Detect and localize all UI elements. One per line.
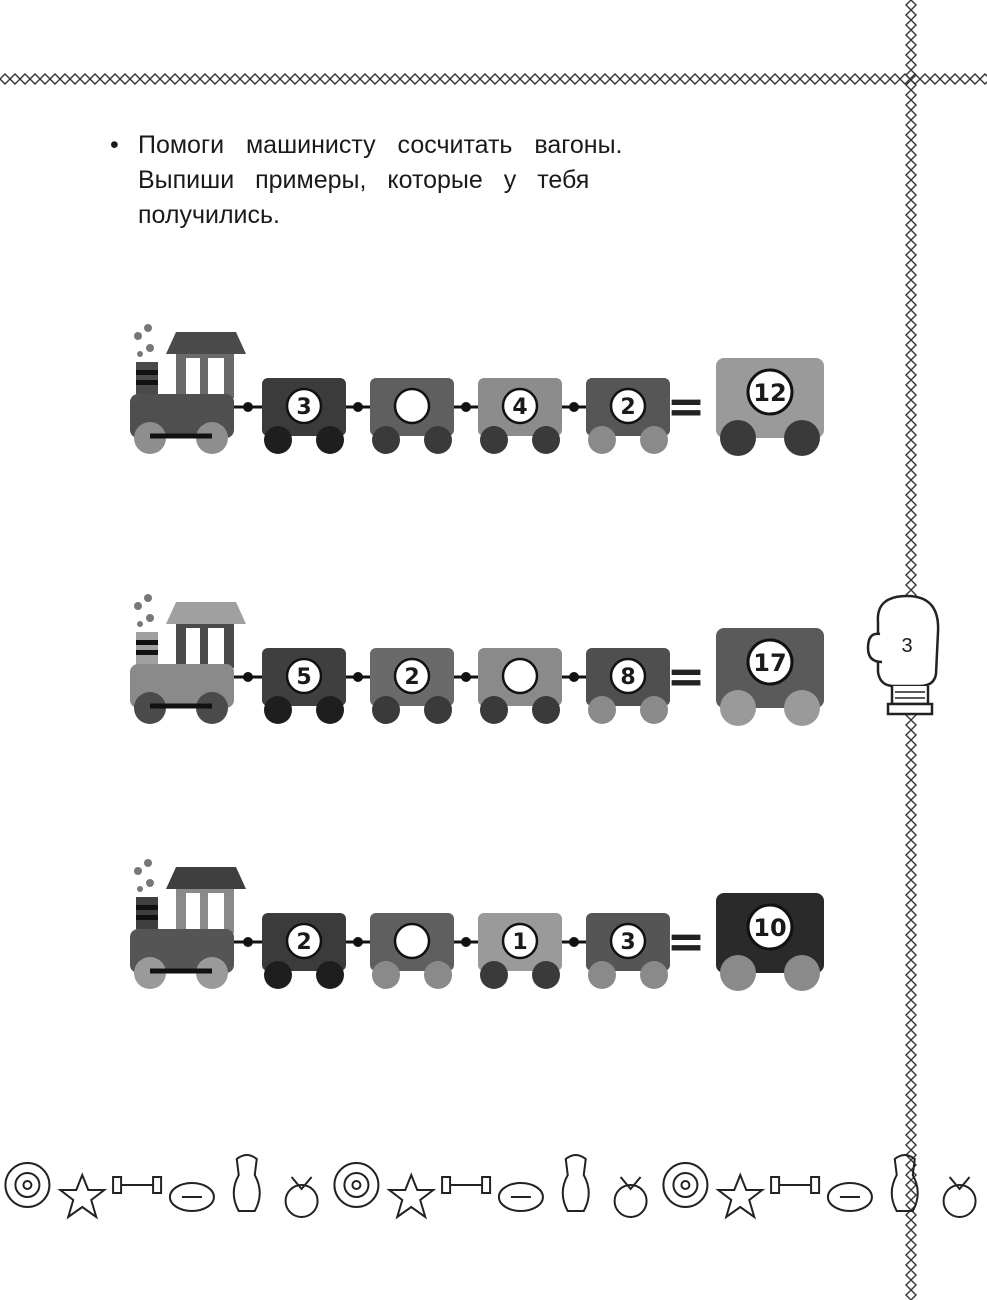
wagon-wheel	[316, 961, 344, 989]
result-wheel	[720, 420, 756, 456]
wagon-wheel	[316, 696, 344, 724]
smoke-puff	[144, 859, 152, 867]
rosette-icon	[615, 1177, 647, 1217]
loco-window	[186, 358, 200, 396]
smoke-puff	[137, 351, 143, 357]
wagon-wheel	[372, 696, 400, 724]
result-number: 17	[753, 649, 787, 677]
wagon-wheel	[264, 426, 292, 454]
smoke-puff	[144, 324, 152, 332]
loco-chimney	[136, 362, 158, 394]
loco-chimney-stripe	[136, 905, 158, 910]
smoke-puff	[134, 602, 142, 610]
glove-icon	[892, 1155, 918, 1211]
wagon-wheel	[532, 961, 560, 989]
zigzag-border-top	[0, 70, 987, 88]
darts-icon	[944, 1177, 976, 1217]
instruction-line-3: получились.	[138, 201, 280, 229]
wagon-wheel	[424, 426, 452, 454]
bullet: •	[110, 131, 119, 159]
loco-window	[208, 628, 224, 666]
wagon-wheel	[588, 696, 616, 724]
coupler-joint	[461, 402, 471, 412]
loco-chimney	[136, 632, 158, 664]
wagon-number: 2	[404, 665, 420, 690]
wagon-wheel	[588, 961, 616, 989]
zigzag-top-path	[0, 74, 987, 84]
sports-doodle-strip	[0, 1135, 987, 1255]
smoke-puff	[134, 867, 142, 875]
loco-cab	[176, 354, 234, 398]
wagon-wheel	[588, 426, 616, 454]
loco-roof	[166, 602, 246, 624]
dumbbell-icon	[113, 1177, 161, 1193]
loco-chimney-stripe	[136, 915, 158, 920]
wagon-wheel	[372, 961, 400, 989]
coupler-joint	[569, 937, 579, 947]
train-1-illustration	[120, 310, 840, 460]
wagon-number: 4	[512, 395, 528, 420]
instructions	[110, 128, 700, 233]
result-wheel	[720, 690, 756, 726]
wagon-number: 1	[512, 930, 528, 955]
coupler-joint	[243, 937, 253, 947]
smoke-puff	[137, 886, 143, 892]
result-wheel	[784, 420, 820, 456]
loco-roof	[166, 332, 246, 354]
star-icon	[170, 1183, 214, 1211]
result-wheel	[784, 955, 820, 991]
wagon-number-circle	[395, 924, 429, 958]
shuttlecock-icon	[389, 1175, 433, 1217]
whistle-icon	[5, 1163, 49, 1207]
wagon-wheel	[424, 696, 452, 724]
page-number: 3	[901, 635, 913, 657]
loco-roof	[166, 867, 246, 889]
train-row-2	[120, 580, 840, 730]
result-number: 12	[753, 379, 787, 407]
wagon-wheel	[372, 426, 400, 454]
instruction-line-2: Выпиши примеры, которые у тебя	[138, 166, 590, 194]
coupler-joint	[353, 402, 363, 412]
wagon-wheel	[316, 426, 344, 454]
train-3-illustration	[120, 845, 840, 995]
goggles-icon	[718, 1175, 762, 1217]
loco-chimney	[136, 897, 158, 929]
smoke-puff	[146, 344, 154, 352]
loco-window	[208, 893, 224, 931]
wagon-number-circle	[395, 389, 429, 423]
coupler-joint	[461, 937, 471, 947]
wagon-number: 8	[620, 665, 636, 690]
result-wheel	[784, 690, 820, 726]
wagon-number: 3	[620, 930, 636, 955]
coupler-joint	[243, 672, 253, 682]
coupler-joint	[569, 402, 579, 412]
coupler-joint	[353, 937, 363, 947]
skate-icon	[234, 1155, 260, 1211]
page-number-badge	[862, 592, 952, 722]
train-row-3	[120, 845, 840, 995]
equals-sign: =	[666, 914, 706, 968]
loco-window	[208, 358, 224, 396]
loco-window	[186, 893, 200, 931]
smoke-puff	[137, 621, 143, 627]
wagon-wheel	[532, 696, 560, 724]
equals-sign: =	[666, 379, 706, 433]
ball-icon	[286, 1177, 318, 1217]
loco-chimney-stripe	[136, 370, 158, 375]
loco-chimney-stripe	[136, 640, 158, 645]
flippers-icon	[828, 1183, 872, 1211]
wagon-wheel	[424, 961, 452, 989]
result-wheel	[720, 955, 756, 991]
kettlebell-icon	[563, 1155, 589, 1211]
equals-sign: =	[666, 649, 706, 703]
loco-chimney-stripe	[136, 380, 158, 385]
coupler-joint	[461, 672, 471, 682]
smoke-puff	[134, 332, 142, 340]
wagon-wheel	[640, 426, 668, 454]
rugby-ball-icon	[771, 1177, 819, 1193]
wagon-number: 2	[620, 395, 636, 420]
sock-icon	[499, 1183, 543, 1211]
loco-chimney-stripe	[136, 650, 158, 655]
wagon-wheel	[480, 696, 508, 724]
smoke-puff	[146, 614, 154, 622]
stopwatch-icon	[663, 1163, 707, 1207]
smoke-puff	[146, 879, 154, 887]
wagon-wheel	[532, 426, 560, 454]
wagon-wheel	[480, 426, 508, 454]
coupler-joint	[569, 672, 579, 682]
wagon-wheel	[640, 696, 668, 724]
loco-cab	[176, 889, 234, 933]
train-2-illustration	[120, 580, 840, 730]
wagon-wheel	[640, 961, 668, 989]
wagon-number-circle	[503, 659, 537, 693]
train-row-1	[120, 310, 840, 460]
loco-cab	[176, 624, 234, 668]
wagon-wheel	[264, 696, 292, 724]
medal-icon	[442, 1177, 490, 1193]
coupler-joint	[243, 402, 253, 412]
target-icon	[60, 1175, 104, 1217]
loco-window	[186, 628, 200, 666]
smoke-puff	[144, 594, 152, 602]
wagon-number: 3	[296, 395, 312, 420]
wagon-number: 2	[296, 930, 312, 955]
bowling-pin-icon	[334, 1163, 378, 1207]
wagon-wheel	[480, 961, 508, 989]
coupler-joint	[353, 672, 363, 682]
instruction-line-1: Помоги машинисту сосчитать вагоны.	[138, 131, 623, 159]
wagon-number: 5	[296, 665, 312, 690]
result-number: 10	[753, 914, 787, 942]
wagon-wheel	[264, 961, 292, 989]
